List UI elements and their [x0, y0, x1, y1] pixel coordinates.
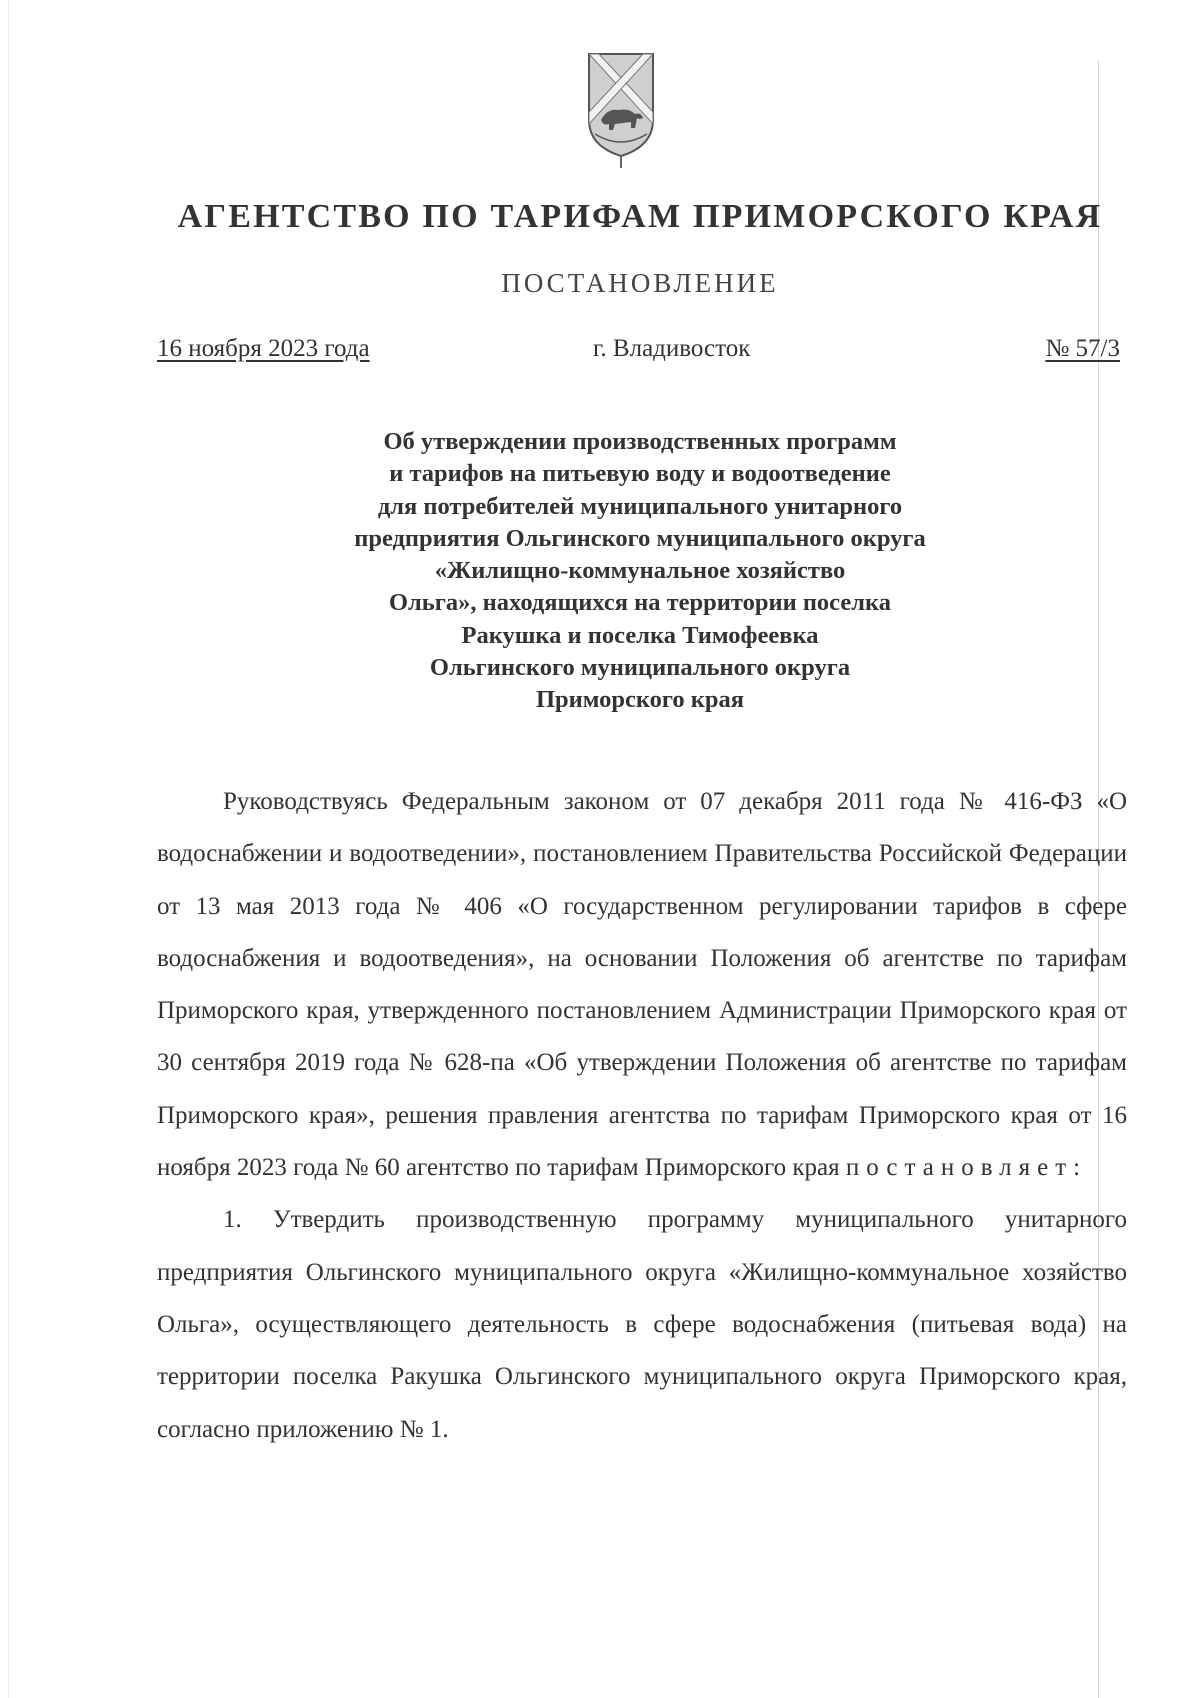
preamble-paragraph [157, 776, 1127, 1194]
subject-line: и тарифов на питьевую воду и водоотведение [389, 460, 891, 488]
subject-line: Ольгинского муниципального округа [429, 654, 851, 682]
preamble-text: Руководствуясь Федеральным законом от 07 декабря 2011 года № 416-ФЗ «О водоснабжении и водоотведении», постановлением Правительства Российской Федерации от 13 мая 2013 года № 406 «О государственном регулировании тарифов в сфере водоснабжения и водоотведения», на основании Положения об агентстве по тарифам Приморского края, утвержденного постановлением Администрации Приморского края от 30 сентября 2019 года № 628-па «Об утверждении Положения об агентстве по тарифам Приморского края», решения правления агентства по тарифам Приморского края от 16 ноября 2023 года № 60 агентство по тарифам Приморского края [157, 788, 1127, 1182]
subject-line: для потребителей муниципального унитарного [377, 492, 903, 520]
document-type: ПОСТАНОВЛЕНИЕ [501, 268, 779, 298]
document-body [157, 776, 1127, 1456]
subject-line: Ольга», находящихся на территории поселка [389, 589, 891, 617]
subject-line: предприятия Ольгинского муниципального округа [354, 524, 926, 552]
subject-line: Об утверждении производственных программ [383, 428, 897, 455]
subject-line: Ракушка и поселка Тимофеевка [461, 621, 819, 649]
document-number: № 57/3 [1045, 335, 1120, 362]
organization-title: АГЕНТСТВО ПО ТАРИФАМ ПРИМОРСКОГО КРАЯ [177, 198, 1103, 235]
subject-line: Приморского края [535, 686, 745, 714]
coat-of-arms-primorsky-krai-icon [585, 50, 657, 170]
decree-word: постановляет: [845, 1154, 1088, 1182]
document-subject [0, 426, 1200, 717]
scan-edge-line [8, 0, 9, 1698]
item-1-paragraph: 1. Утвердить производственную программу муниципального унитарного предприятия Ольгинского муниципального округа «Жилищно-коммунальное хозяйство Ольга», осуществляющего деятельность в сфере водоснабжения (питьевая вода) на территории поселка Ракушка Ольгинского муниципального округа Приморского края, согласно приложению № 1. [157, 1206, 1127, 1443]
document-date: 16 ноября 2023 года [157, 335, 370, 362]
subject-line: «Жилищно-коммунальное хозяйство [434, 557, 846, 585]
document-city: г. Владивосток [593, 335, 751, 362]
